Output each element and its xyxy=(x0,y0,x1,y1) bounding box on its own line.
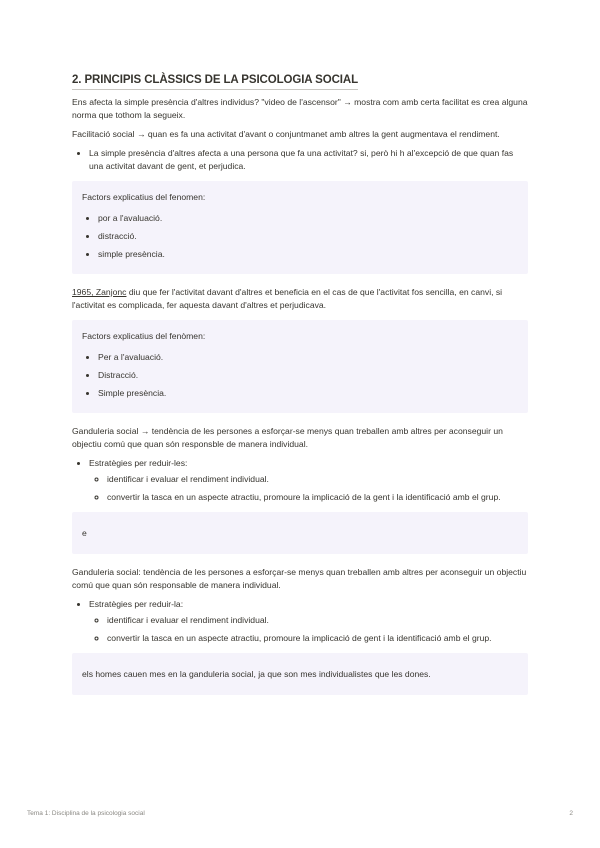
footer-title: Tema 1: Disciplina de la psicologia social xyxy=(27,810,145,817)
zanjonc-text: diu que fer l'activitat davant d'altres et beneficia en el cas de que l'activitat fos sencilla, en canvi, si l'activitat es complicada, fer aquesta davant d'altres et perjudicava. xyxy=(72,287,503,310)
callout-title: Factors explicatius del fenòmen: xyxy=(82,331,206,341)
sublist-item: ◦ identificar i evaluar el rendiment individual. xyxy=(107,614,528,627)
list-item xyxy=(89,598,528,645)
section-heading-text: 2. PRINCIPIS CLÀSSICS DE LA PSICOLOGIA SOCIAL xyxy=(72,72,358,90)
list-item: • distracció. xyxy=(98,230,518,243)
callout-title: Factors explicatius del fenomen: xyxy=(82,192,206,202)
ganduleria-list-2 xyxy=(72,598,528,645)
sublist-item: ◦ convertir la tasca en un aspecte atractiu, promoure la implicació de la gent i la identificació amb el grup. xyxy=(107,491,528,504)
callout-note-text: els homes cauen mes en la ganduleria social, ja que son mes individualistes que les dones. xyxy=(82,669,431,679)
zanjonc-paragraph xyxy=(72,286,528,312)
page-footer xyxy=(27,810,573,817)
list-item: • Distracció. xyxy=(98,369,518,382)
section-heading xyxy=(72,72,528,90)
list-item xyxy=(89,457,528,504)
intro-list xyxy=(72,147,528,173)
callout-list xyxy=(82,212,518,261)
callout-list xyxy=(82,351,518,400)
list-item: • Simple presència. xyxy=(98,387,518,400)
intro-paragraph-1: Ens afecta la simple presència d'altres individus? "video de l'ascensor" → mostra com amb certa facilitat es crea alguna norma que tothom la segueix. xyxy=(72,97,528,120)
list-item: • simple presència. xyxy=(98,248,518,261)
ganduleria-list-1 xyxy=(72,457,528,504)
callout-note-2 xyxy=(72,653,528,695)
strategies-sublist xyxy=(89,614,528,645)
callout-note-text: e xyxy=(82,528,87,538)
callout-note-1 xyxy=(72,512,528,554)
callout-factors-1 xyxy=(72,181,528,274)
sublist-item: ◦ identificar i evaluar el rendiment individual. xyxy=(107,473,528,486)
strategies-label: Estratègies per reduir-la: xyxy=(89,599,184,609)
intro-paragraph-2: Facilitació social → quan es fa una activitat d'avant o conjuntmanet amb altres la gent augmentava el rendiment. xyxy=(72,129,500,139)
strategies-label: Estratègies per reduir-les: xyxy=(89,458,188,468)
intro-list-item: • La simple presència d'altres afecta a una persona que fa una activitat? si, però hi h al'excepció de que quan fas una activitat davant de gent, et perjudica. xyxy=(89,147,528,173)
zanjonc-reference: 1965, Zanjonc xyxy=(72,287,127,297)
sublist-item: ◦ convertir la tasca en un aspecte atractiu, promoure la implicació de gent i la identificació amb el grup. xyxy=(107,632,528,645)
callout-factors-2 xyxy=(72,320,528,413)
page-content xyxy=(72,72,528,707)
strategies-sublist xyxy=(89,473,528,504)
list-item: • Per a l'avaluació. xyxy=(98,351,518,364)
list-item: • por a l'avaluació. xyxy=(98,212,518,225)
page-number: 2 xyxy=(569,810,573,817)
ganduleria-paragraph-1: Ganduleria social → tendència de les persones a esforçar-se menys quan treballen amb altres per aconseguir un objectiu comú que quan són responsble de manera individual. xyxy=(72,426,503,449)
ganduleria-paragraph-2: Ganduleria social: tendència de les persones a esforçar-se menys quan treballen amb altres per aconseguir un objectiu comú que quan són responsable de manera individual. xyxy=(72,567,527,590)
